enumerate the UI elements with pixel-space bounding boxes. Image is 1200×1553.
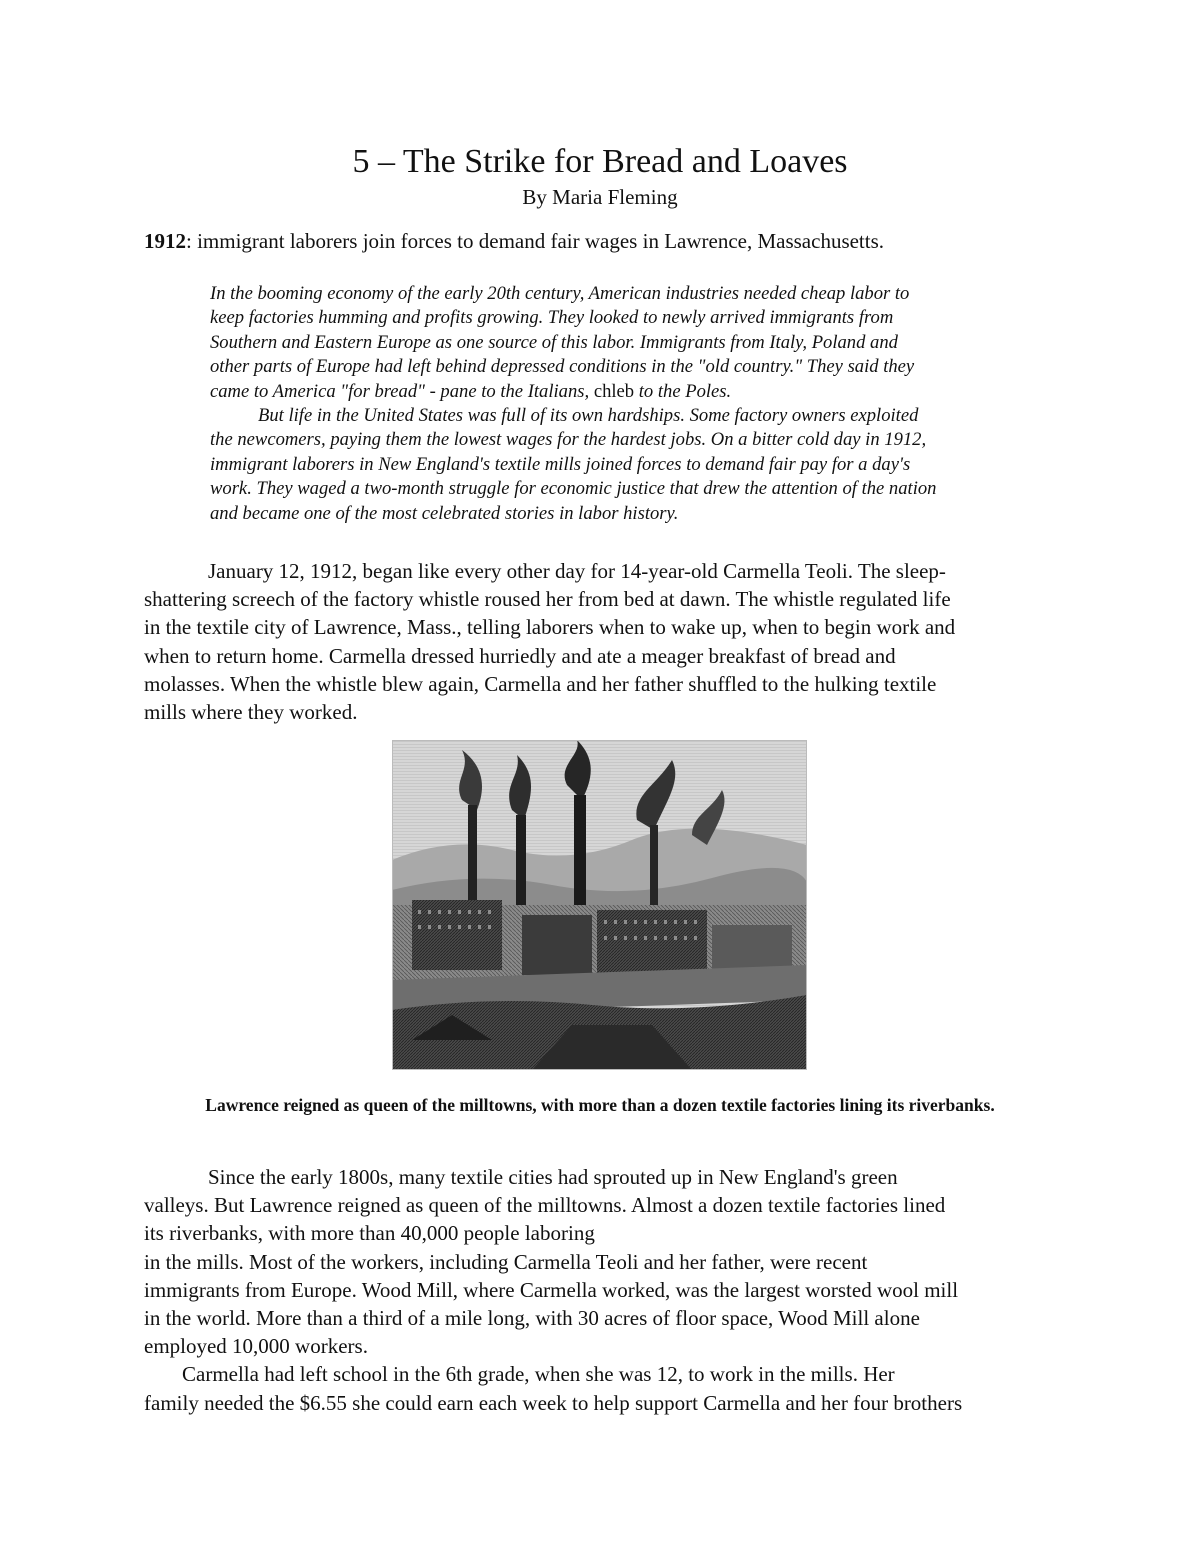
- intro-line: [210, 380, 1070, 404]
- body-line: immigrants from Europe. Wood Mill, where Carmella worked, was the largest worsted wool mill: [144, 1277, 959, 1302]
- body-line: mills where they worked.: [144, 700, 358, 725]
- intro-line: work. They waged a two-month struggle for economic justice that drew the attention of the nation: [210, 478, 937, 500]
- intro-line: and became one of the most celebrated stories in labor history.: [210, 502, 679, 524]
- mill-town-engraving: [392, 740, 807, 1070]
- body-line: Carmella had left school in the 6th grade, when she was 12, to work in the mills. Her: [182, 1362, 895, 1387]
- body-line: in the world. More than a third of a mile long, with 30 acres of floor space, Wood Mill alone: [144, 1306, 920, 1331]
- body-paragraph-2: [144, 1163, 1064, 1417]
- body-line: in the mills. Most of the workers, including Carmella Teoli and her father, were recent: [144, 1249, 868, 1274]
- lead-text: : immigrant laborers join forces to demand fair wages in Lawrence, Massachusetts.: [186, 229, 885, 253]
- intro-line: In the booming economy of the early 20th century, American industries needed cheap labor to: [210, 283, 910, 304]
- lead-sentence: [144, 228, 1064, 254]
- intro-line: the newcomers, paying them the lowest wages for the hardest jobs. On a bitter cold day in 1912,: [210, 429, 927, 451]
- body-line: valleys. But Lawrence reigned as queen of the milltowns. Almost a dozen textile factories lined: [144, 1193, 946, 1218]
- intro-line: Southern and Eastern Europe as one source of this labor. Immigrants from Italy, Poland and: [210, 331, 898, 353]
- page-title: 5 – The Strike for Bread and Loaves: [352, 143, 848, 180]
- body-line: molasses. When the whistle blew again, Carmella and her father shuffled to the hulking textile: [144, 671, 937, 696]
- body-paragraph-1: [144, 557, 1064, 726]
- body-line: its riverbanks, with more than 40,000 people laboring: [144, 1221, 595, 1246]
- intro-text: came to America "for bread" - pane to the Italians,: [210, 380, 594, 402]
- intro-paragraph: [210, 282, 1070, 526]
- intro-line: But life in the United States was full of its own hardships. Some factory owners exploited: [258, 405, 919, 427]
- intro-line: immigrant laborers in New England's textile mills joined forces to demand fair pay for a day's: [210, 453, 911, 475]
- figure-caption: Lawrence reigned as queen of the milltowns, with more than a dozen textile factories lining its riverbanks.: [205, 1095, 995, 1115]
- intro-line: keep factories humming and profits growing. They looked to newly arrived immigrants from: [210, 307, 894, 329]
- intro-upright-word: chleb: [593, 380, 635, 402]
- body-line: January 12, 1912, began like every other day for 14-year-old Carmella Teoli. The sleep-: [208, 559, 946, 583]
- body-line: family needed the $6.55 she could earn each week to help support Carmella and her four brothers: [144, 1390, 963, 1415]
- lead-year: 1912: [144, 229, 186, 253]
- engraving-illustration: [392, 740, 807, 1070]
- body-line: Since the early 1800s, many textile cities had sprouted up in New England's green: [208, 1165, 898, 1189]
- byline: By Maria Fleming: [522, 185, 678, 209]
- intro-line: other parts of Europe had left behind depressed conditions in the "old country." They said they: [210, 356, 915, 378]
- body-line: employed 10,000 workers.: [144, 1334, 368, 1359]
- body-line: when to return home. Carmella dressed hurriedly and ate a meager breakfast of bread and: [144, 643, 896, 668]
- intro-text: to the Poles.: [634, 380, 732, 402]
- body-line: in the textile city of Lawrence, Mass., telling laborers when to wake up, when to begin work and: [144, 615, 956, 640]
- body-line: shattering screech of the factory whistle roused her from bed at dawn. The whistle regulated life: [144, 587, 951, 612]
